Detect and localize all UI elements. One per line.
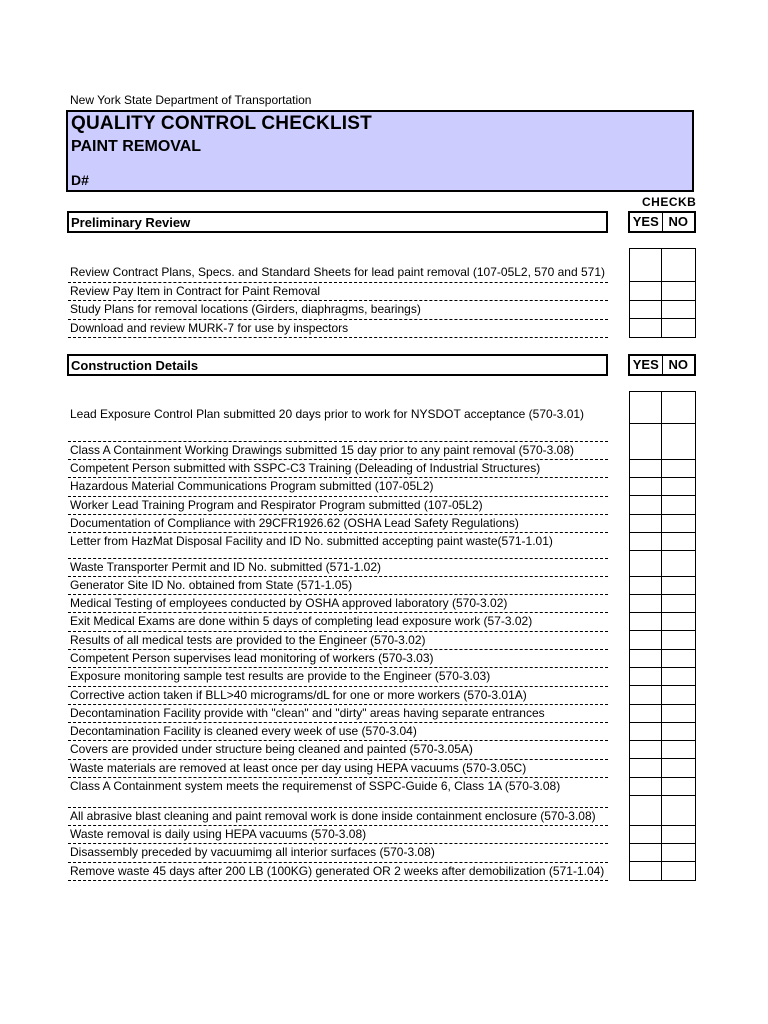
yes-checkbox-cell[interactable] [629,532,662,550]
checklist-row [68,391,696,423]
checklist-row [68,777,696,795]
d-number-label: D# [71,172,89,188]
checklist-row [68,758,696,777]
checklist-item-text: Waste materials are removed at least once per day using HEPA vacuums (570-3.05C) [68,759,608,777]
no-checkbox-cell[interactable] [662,477,696,495]
checklist-row [68,843,696,861]
checklist-row [68,740,696,758]
agency-name: New York State Department of Transportation [70,93,312,107]
checklist-row [68,576,696,594]
checkbox-bottom-border [629,337,696,338]
no-checkbox-cell[interactable] [662,704,696,722]
no-checkbox-cell[interactable] [662,281,696,300]
no-checkbox-cell[interactable] [662,594,696,612]
no-checkbox-cell[interactable] [662,758,696,777]
checklist-item-text: Download and review MURK-7 for use by inspectors [68,319,608,337]
yes-checkbox-cell[interactable] [629,740,662,758]
yes-no-header [628,211,696,233]
checklist-row [68,532,696,550]
checklist-header [66,110,694,192]
checklist-item-text: Medical Testing of employees conducted by OSHA approved laboratory (570-3.02) [68,594,608,612]
checklist-row [68,649,696,667]
list-bottom-border [68,880,608,881]
yes-checkbox-cell[interactable] [629,391,662,423]
checklist-item-text: Exposure monitoring sample test results are provide to the Engineer (570-3.03) [68,667,608,685]
yes-checkbox-cell[interactable] [629,300,662,318]
checklist-row [68,477,696,495]
yes-checkbox-cell[interactable] [629,630,662,649]
yes-checkbox-cell[interactable] [629,612,662,630]
checklist-item-text: Covers are provided under structure being cleaned and painted (570-3.05A) [68,740,608,758]
yes-column-header: YES [630,356,663,374]
checklist-item-text: Documentation of Compliance with 29CFR1926.62 (OSHA Lead Safety Regulations) [68,514,608,532]
no-checkbox-cell[interactable] [662,722,696,740]
no-checkbox-cell[interactable] [662,667,696,685]
checklist-row [68,514,696,532]
checklist-item-text: Competent Person supervises lead monitoring of workers (570-3.03) [68,649,608,667]
checklist-item-text: Disassembly preceded by vacuumimg all interior surfaces (570-3.08) [68,843,608,861]
yes-checkbox-cell[interactable] [629,514,662,532]
checklist-item-text: Remove waste 45 days after 200 LB (100KG) generated OR 2 weeks after demobilization (571-1.04) [68,862,608,880]
checklist-row [68,423,696,459]
yes-checkbox-cell[interactable] [629,825,662,843]
checklist-item-text: Generator Site ID No. obtained from State (571-1.05) [68,576,608,594]
checklist-item-text: Decontamination Facility is cleaned every week of use (570-3.04) [68,722,608,740]
yes-checkbox-cell[interactable] [629,594,662,612]
no-checkbox-cell[interactable] [662,795,696,825]
checklist-item-text: Waste removal is daily using HEPA vacuums (570-3.08) [68,825,608,843]
check-column-label: CHECKB [642,195,697,209]
page-subtitle: PAINT REMOVAL [71,138,202,155]
checkbox-bottom-border [629,880,696,881]
checklist-row [68,612,696,630]
checklist-item-text: All abrasive blast cleaning and paint removal work is done inside containment enclosure (570-3.08) [68,807,608,825]
yes-checkbox-cell[interactable] [629,758,662,777]
no-checkbox-cell[interactable] [662,459,696,477]
yes-checkbox-cell[interactable] [629,318,662,337]
yes-checkbox-cell[interactable] [629,667,662,685]
no-checkbox-cell[interactable] [662,550,696,576]
yes-checkbox-cell[interactable] [629,576,662,594]
yes-checkbox-cell[interactable] [629,550,662,576]
no-checkbox-cell[interactable] [662,685,696,704]
checklist-item-text: Worker Lead Training Program and Respirator Program submitted (107-05L2) [68,496,608,514]
yes-checkbox-cell[interactable] [629,649,662,667]
checklist-item-text: Review Contract Plans, Specs. and Standard Sheets for lead paint removal (107-05L2, 570 and 571) [70,265,605,279]
checklist-item-text: Class A Containment system meets the requiremenst of SSPC-Guide 6, Class 1A (570-3.08) [68,777,608,795]
yes-checkbox-cell[interactable] [629,281,662,300]
no-column-header: NO [668,357,688,372]
checklist-item-text: Decontamination Facility provide with "clean" and "dirty" areas having separate entrances [68,704,608,722]
no-checkbox-cell[interactable] [662,514,696,532]
no-checkbox-cell[interactable] [662,861,696,880]
checklist-row [68,318,696,337]
yes-checkbox-cell[interactable] [629,477,662,495]
no-checkbox-cell[interactable] [662,423,696,459]
no-checkbox-cell[interactable] [662,576,696,594]
no-checkbox-cell[interactable] [662,391,696,423]
no-checkbox-cell[interactable] [662,318,696,337]
checklist-row [68,248,696,281]
no-checkbox-cell[interactable] [662,630,696,649]
checklist-row [68,495,696,514]
section-title-preliminary-review: Preliminary Review [67,211,608,233]
checklist-item-text: Corrective action taken if BLL>40 micrograms/dL for one or more workers (570-3.01A) [68,686,608,704]
checklist-item-text: Competent Person submitted with SSPC-C3 Training (Deleading of Industrial Structures) [68,459,608,477]
no-checkbox-cell[interactable] [662,843,696,861]
no-checkbox-cell[interactable] [662,300,696,318]
checklist-row [68,704,696,722]
no-checkbox-cell[interactable] [662,532,696,550]
no-checkbox-cell[interactable] [662,612,696,630]
yes-checkbox-cell[interactable] [629,685,662,704]
checklist-row [68,722,696,740]
yes-checkbox-cell[interactable] [629,722,662,740]
no-checkbox-cell[interactable] [662,649,696,667]
list-bottom-border [68,337,608,338]
checklist-row [68,861,696,880]
yes-checkbox-cell[interactable] [629,248,662,281]
checklist-row [68,630,696,649]
yes-no-header [628,354,696,376]
checklist-item-text: Lead Exposure Control Plan submitted 20 days prior to work for NYSDOT acceptance (570-3.01) [70,407,585,421]
yes-checkbox-cell[interactable] [629,861,662,880]
yes-checkbox-cell[interactable] [629,704,662,722]
checklist-row [68,550,696,576]
checklist-row [68,459,696,477]
no-checkbox-cell[interactable] [662,825,696,843]
no-checkbox-cell[interactable] [662,740,696,758]
yes-checkbox-cell[interactable] [629,459,662,477]
checklist-row [68,594,696,612]
section-title-construction-details: Construction Details [67,354,608,376]
no-column-header: NO [668,214,688,229]
checklist-row [68,825,696,843]
checklist-item-text: Class A Containment Working Drawings submitted 15 day prior to any paint removal (570-3.08) [68,441,608,459]
checklist-row [68,795,696,825]
yes-checkbox-cell[interactable] [629,495,662,514]
checklist-item-text: Exit Medical Exams are done within 5 days of completing lead exposure work (57-3.02) [68,612,608,630]
yes-checkbox-cell[interactable] [629,777,662,795]
checklist-row [68,281,696,300]
no-checkbox-cell[interactable] [662,248,696,281]
checklist-row [68,685,696,704]
no-checkbox-cell[interactable] [662,777,696,795]
checklist-row [68,667,696,685]
checklist-item-text: Hazardous Material Communications Program submitted (107-05L2) [68,477,608,495]
checklist-item-text: Review Pay Item in Contract for Paint Removal [68,282,608,300]
yes-checkbox-cell[interactable] [629,843,662,861]
checklist-row [68,300,696,318]
yes-column-header: YES [630,213,663,231]
yes-checkbox-cell[interactable] [629,795,662,825]
page-title: QUALITY CONTROL CHECKLIST [71,113,372,134]
yes-checkbox-cell[interactable] [629,423,662,459]
checklist-item-text: Results of all medical tests are provided to the Engineer (570-3.02) [68,631,608,649]
checklist-item-text: Study Plans for removal locations (Girders, diaphragms, bearings) [68,300,608,318]
checklist-item-text: Letter from HazMat Disposal Facility and ID No. submitted accepting paint waste(571-1.01) [68,532,608,550]
no-checkbox-cell[interactable] [662,495,696,514]
checklist-item-text: Waste Transporter Permit and ID No. submitted (571-1.02) [68,558,608,576]
